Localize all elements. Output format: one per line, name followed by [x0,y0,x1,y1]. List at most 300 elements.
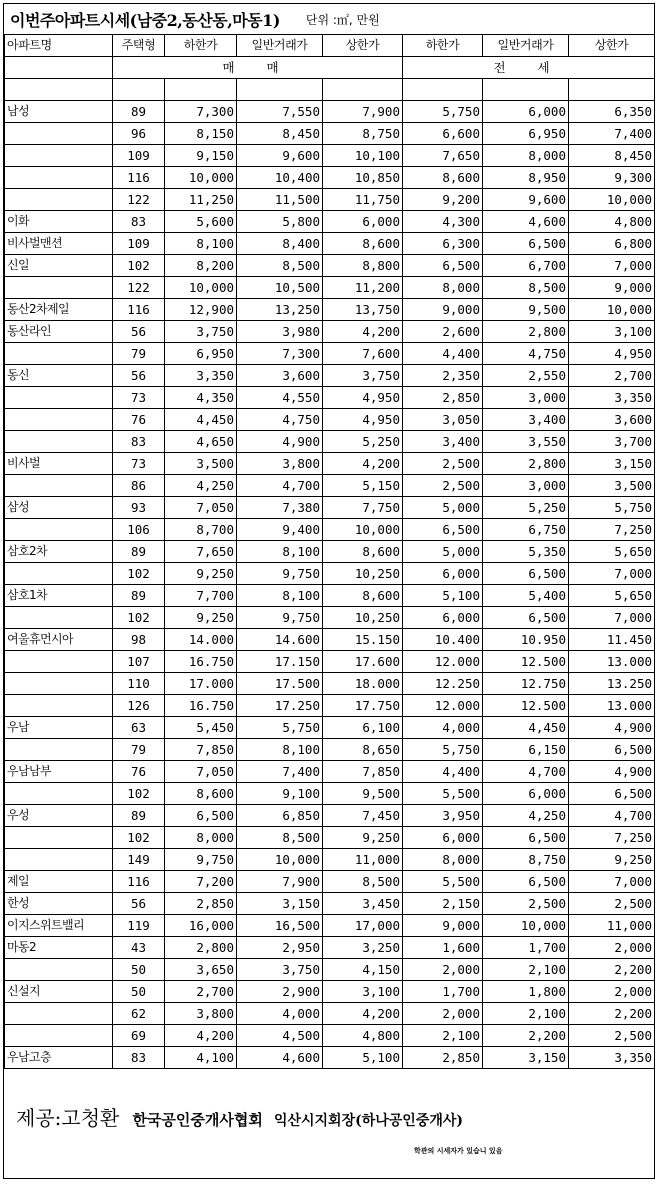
size-cell: 56 [113,321,165,343]
price-cell: 3,100 [323,981,403,1003]
size-cell: 102 [113,607,165,629]
price-cell: 12.000 [403,695,483,717]
price-cell: 3,750 [237,959,323,981]
price-cell: 1,800 [483,981,569,1003]
apartment-name-cell: 우남 [5,717,113,739]
apartment-name-cell: 삼호2차 [5,541,113,563]
price-cell: 11,000 [569,915,655,937]
table-row [5,959,655,981]
price-cell: 7,650 [165,541,237,563]
apartment-name-cell: 신일 [5,255,113,277]
price-cell: 2,000 [569,937,655,959]
table-row [5,365,655,387]
size-cell: 83 [113,211,165,233]
price-cell: 4,700 [483,761,569,783]
price-cell: 3,550 [483,431,569,453]
price-cell: 10,100 [323,145,403,167]
price-cell: 7,250 [569,827,655,849]
price-cell: 6,500 [483,607,569,629]
price-cell: 7,050 [165,497,237,519]
price-cell: 4,150 [323,959,403,981]
size-cell: 106 [113,519,165,541]
price-cell: 7,400 [237,761,323,783]
size-cell: 116 [113,299,165,321]
price-cell: 4,400 [403,343,483,365]
price-cell: 14.000 [165,629,237,651]
price-cell: 11,750 [323,189,403,211]
apartment-name-cell: 삼성 [5,497,113,519]
apartment-name-cell [5,1003,113,1025]
price-cell: 9,500 [323,783,403,805]
price-cell: 7,300 [237,343,323,365]
table-row [5,101,655,123]
price-cell: 9,300 [569,167,655,189]
title-row [4,4,654,34]
apartment-name-cell [5,145,113,167]
spacer-row [5,79,655,101]
price-cell: 6,000 [403,827,483,849]
price-cell: 4,000 [237,1003,323,1025]
price-cell: 10,500 [237,277,323,299]
price-cell: 9,250 [569,849,655,871]
size-cell: 56 [113,893,165,915]
price-cell: 4,700 [569,805,655,827]
price-cell: 7,900 [237,871,323,893]
table-row [5,277,655,299]
price-cell: 2,850 [403,387,483,409]
price-cell: 3,350 [165,365,237,387]
group-row [5,57,655,79]
apartment-name-cell [5,409,113,431]
price-cell: 8,450 [237,123,323,145]
apartment-name-cell: 여울휴먼시아 [5,629,113,651]
price-cell: 6,950 [165,343,237,365]
price-cell: 5,650 [569,585,655,607]
table-row [5,805,655,827]
price-cell: 6,850 [237,805,323,827]
apartment-name-cell [5,695,113,717]
price-cell: 2,200 [569,1003,655,1025]
apartment-name-cell: 비사벌 [5,453,113,475]
price-cell: 6,600 [403,123,483,145]
price-cell: 2,850 [403,1047,483,1069]
price-cell: 2,950 [237,937,323,959]
price-cell: 3,400 [403,431,483,453]
apartment-name-cell [5,475,113,497]
apartment-name-cell [5,849,113,871]
spacer-cell [113,79,165,101]
price-cell: 3,700 [569,431,655,453]
price-cell: 10.400 [403,629,483,651]
price-cell: 4,250 [165,475,237,497]
price-cell: 2,800 [165,937,237,959]
price-cell: 6,500 [483,871,569,893]
price-cell: 4,800 [569,211,655,233]
price-cell: 1,700 [483,937,569,959]
price-cell: 3,350 [569,387,655,409]
price-cell: 7,380 [237,497,323,519]
apartment-name-cell: 우성 [5,805,113,827]
size-cell: 62 [113,1003,165,1025]
price-cell: 4,650 [165,431,237,453]
price-cell: 12.500 [483,651,569,673]
price-cell: 4,950 [323,409,403,431]
price-cell: 8,000 [483,145,569,167]
price-cell: 3,400 [483,409,569,431]
table-row [5,937,655,959]
price-cell: 8,000 [403,849,483,871]
price-cell: 9,400 [237,519,323,541]
price-cell: 4,900 [569,761,655,783]
price-cell: 3,350 [569,1047,655,1069]
table-row [5,739,655,761]
price-cell: 12,900 [165,299,237,321]
size-cell: 79 [113,739,165,761]
price-cell: 5,750 [403,101,483,123]
size-cell: 126 [113,695,165,717]
price-cell: 2,100 [483,1003,569,1025]
table-row [5,1025,655,1047]
price-cell: 6,350 [569,101,655,123]
price-cell: 10,850 [323,167,403,189]
price-cell: 6,000 [483,101,569,123]
apartment-name-cell [5,607,113,629]
price-cell: 2,500 [569,893,655,915]
price-cell: 15.150 [323,629,403,651]
table-row [5,783,655,805]
price-cell: 16.750 [165,695,237,717]
price-cell: 2,500 [569,1025,655,1047]
price-cell: 2,550 [483,365,569,387]
price-cell: 2,150 [403,893,483,915]
price-cell: 12.500 [483,695,569,717]
header-cell: 상한가 [323,35,403,57]
price-cell: 8,950 [483,167,569,189]
size-cell: 110 [113,673,165,695]
price-cell: 6,950 [483,123,569,145]
price-cell: 2,350 [403,365,483,387]
table-row [5,409,655,431]
size-cell: 76 [113,409,165,431]
table-row [5,255,655,277]
price-cell: 5,100 [403,585,483,607]
apartment-name-cell: 우남고층 [5,1047,113,1069]
apartment-name-cell [5,673,113,695]
price-cell: 4,950 [569,343,655,365]
price-table [4,34,655,1069]
apartment-name-cell: 마동2 [5,937,113,959]
apartment-name-cell [5,277,113,299]
apartment-name-cell: 비사벌맨션 [5,233,113,255]
price-cell: 8,800 [323,255,403,277]
price-cell: 9,500 [483,299,569,321]
size-cell: 93 [113,497,165,519]
price-cell: 5,350 [483,541,569,563]
size-cell: 83 [113,1047,165,1069]
price-cell: 4,200 [323,1003,403,1025]
price-cell: 7,400 [569,123,655,145]
price-cell: 4,100 [165,1047,237,1069]
price-cell: 4,750 [237,409,323,431]
price-cell: 13,750 [323,299,403,321]
price-cell: 7,600 [323,343,403,365]
price-cell: 10,250 [323,607,403,629]
price-cell: 4,600 [483,211,569,233]
apartment-name-cell [5,827,113,849]
price-cell: 8,000 [165,827,237,849]
price-cell: 1,700 [403,981,483,1003]
price-cell: 9,600 [483,189,569,211]
table-row [5,827,655,849]
credit-line [16,1102,463,1131]
price-cell: 1,600 [403,937,483,959]
price-cell: 17,000 [323,915,403,937]
price-cell: 6,300 [403,233,483,255]
price-cell: 5,500 [403,783,483,805]
price-cell: 5,800 [237,211,323,233]
price-cell: 9,250 [165,607,237,629]
table-row [5,167,655,189]
price-cell: 5,650 [569,541,655,563]
price-cell: 4,450 [165,409,237,431]
table-row [5,145,655,167]
size-cell: 89 [113,541,165,563]
price-cell: 8,100 [237,585,323,607]
size-cell: 119 [113,915,165,937]
price-cell: 16,000 [165,915,237,937]
table-row [5,849,655,871]
table-body [5,101,655,1069]
spacer-cell [403,79,483,101]
org-name: 한국공인중개사협회 [132,1111,263,1129]
price-cell: 8,600 [323,585,403,607]
price-cell: 8,400 [237,233,323,255]
price-cell: 3,150 [483,1047,569,1069]
size-cell: 50 [113,959,165,981]
price-cell: 2,700 [165,981,237,1003]
price-cell: 11,500 [237,189,323,211]
price-cell: 6,500 [483,233,569,255]
footer-note: 학관의 시세자가 있습니 있음 [414,1147,503,1155]
price-cell: 2,500 [483,893,569,915]
header-cell: 상한가 [569,35,655,57]
price-cell: 9,000 [403,299,483,321]
size-cell: 79 [113,343,165,365]
header-cell: 주택형 [113,35,165,57]
size-cell: 89 [113,805,165,827]
price-cell: 8,600 [323,233,403,255]
table-row [5,607,655,629]
table-row [5,343,655,365]
spacer-cell [323,79,403,101]
price-cell: 14.600 [237,629,323,651]
size-cell: 73 [113,453,165,475]
price-cell: 8,450 [569,145,655,167]
apartment-name-cell [5,123,113,145]
price-cell: 10,250 [323,563,403,585]
price-cell: 17.600 [323,651,403,673]
size-cell: 96 [113,123,165,145]
price-cell: 9,600 [237,145,323,167]
price-cell: 5,000 [403,497,483,519]
apartment-name-cell: 신설지 [5,981,113,1003]
apartment-name-cell [5,739,113,761]
size-cell: 76 [113,761,165,783]
table-row [5,651,655,673]
footer [4,1074,654,1174]
price-cell: 9,200 [403,189,483,211]
price-cell: 6,500 [569,783,655,805]
price-cell: 13.000 [569,651,655,673]
price-cell: 10.950 [483,629,569,651]
price-cell: 9,150 [165,145,237,167]
price-cell: 7,850 [165,739,237,761]
price-cell: 7,550 [237,101,323,123]
price-cell: 6,000 [483,783,569,805]
price-cell: 2,850 [165,893,237,915]
price-cell: 9,750 [237,563,323,585]
price-cell: 8,600 [403,167,483,189]
table-row [5,233,655,255]
price-cell: 2,200 [569,959,655,981]
price-cell: 2,000 [403,1003,483,1025]
price-cell: 7,700 [165,585,237,607]
table-row [5,761,655,783]
size-cell: 69 [113,1025,165,1047]
price-cell: 3,000 [483,475,569,497]
price-cell: 4,700 [237,475,323,497]
price-cell: 10,000 [165,167,237,189]
price-cell: 8,100 [237,541,323,563]
price-cell: 12.750 [483,673,569,695]
table-row [5,915,655,937]
price-cell: 3,100 [569,321,655,343]
price-cell: 2,600 [403,321,483,343]
price-cell: 3,950 [403,805,483,827]
apartment-name-cell [5,343,113,365]
apartment-name-cell: 이화 [5,211,113,233]
price-cell: 2,500 [403,475,483,497]
price-cell: 5,750 [569,497,655,519]
price-cell: 3,600 [237,365,323,387]
apartment-name-cell: 우남남부 [5,761,113,783]
unit-label: 단위 :㎡, 만원 [305,12,380,27]
price-cell: 7,450 [323,805,403,827]
apartment-name-cell: 한성 [5,893,113,915]
apartment-name-cell [5,387,113,409]
price-cell: 8,750 [323,123,403,145]
apartment-name-cell: 동산2차제일 [5,299,113,321]
price-cell: 8,700 [165,519,237,541]
price-cell: 7,750 [323,497,403,519]
price-cell: 17.150 [237,651,323,673]
price-cell: 4,750 [483,343,569,365]
price-cell: 8,200 [165,255,237,277]
price-cell: 5,450 [165,717,237,739]
price-cell: 8,100 [237,739,323,761]
price-cell: 7,850 [323,761,403,783]
price-cell: 8,500 [237,827,323,849]
price-cell: 11,250 [165,189,237,211]
price-cell: 7,200 [165,871,237,893]
price-cell: 4,800 [323,1025,403,1047]
price-cell: 17.000 [165,673,237,695]
table-row [5,717,655,739]
price-cell: 9,250 [165,563,237,585]
price-cell: 4,550 [237,387,323,409]
price-cell: 4,500 [237,1025,323,1047]
price-cell: 8,500 [323,871,403,893]
price-cell: 3,800 [165,1003,237,1025]
table-row [5,893,655,915]
apartment-name-cell: 동산라인 [5,321,113,343]
price-cell: 6,100 [323,717,403,739]
price-cell: 7,000 [569,255,655,277]
price-cell: 4,600 [237,1047,323,1069]
price-cell: 4,200 [323,321,403,343]
branch-name: 익산시지회장(하나공인중개사) [273,1113,464,1129]
table-row [5,431,655,453]
size-cell: 89 [113,585,165,607]
price-cell: 13,250 [237,299,323,321]
price-cell: 6,000 [403,563,483,585]
credit-label: 제공:고청환 [16,1106,120,1130]
price-cell: 3,500 [569,475,655,497]
price-cell: 12.000 [403,651,483,673]
spacer-cell [5,79,113,101]
table-row [5,585,655,607]
apartment-name-cell [5,431,113,453]
price-cell: 4,900 [237,431,323,453]
size-cell: 107 [113,651,165,673]
size-cell: 116 [113,167,165,189]
price-cell: 13.000 [569,695,655,717]
apartment-name-cell: 제일 [5,871,113,893]
price-cell: 2,800 [483,453,569,475]
size-cell: 63 [113,717,165,739]
apartment-name-cell [5,189,113,211]
price-cell: 5,000 [403,541,483,563]
price-cell: 2,100 [483,959,569,981]
price-cell: 10,000 [165,277,237,299]
price-cell: 5,100 [323,1047,403,1069]
table-row [5,475,655,497]
price-cell: 7,300 [165,101,237,123]
table-row [5,453,655,475]
table-row [5,871,655,893]
size-cell: 122 [113,189,165,211]
price-cell: 7,650 [403,145,483,167]
price-cell: 5,600 [165,211,237,233]
price-cell: 8,650 [323,739,403,761]
price-cell: 6,500 [403,519,483,541]
price-cell: 17.250 [237,695,323,717]
size-cell: 43 [113,937,165,959]
header-cell: 일반거래가 [483,35,569,57]
price-cell: 9,750 [165,849,237,871]
price-cell: 9,000 [569,277,655,299]
apartment-name-cell [5,519,113,541]
price-cell: 3,750 [165,321,237,343]
size-cell: 86 [113,475,165,497]
price-cell: 10,000 [569,189,655,211]
price-cell: 11,200 [323,277,403,299]
apartment-name-cell [5,167,113,189]
size-cell: 149 [113,849,165,871]
spacer-cell [483,79,569,101]
price-cell: 4,250 [483,805,569,827]
price-cell: 2,500 [403,453,483,475]
